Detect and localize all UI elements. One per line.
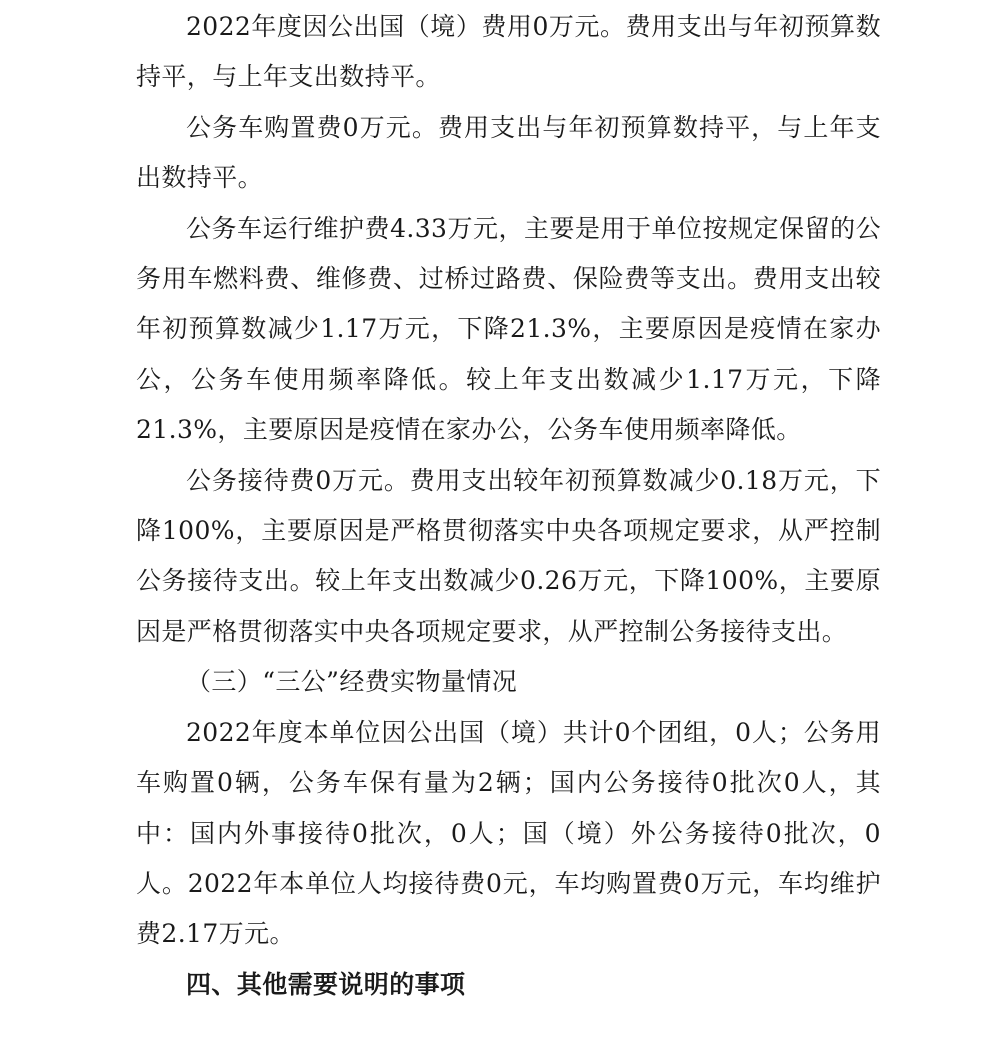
document-page xyxy=(136,2,881,1010)
paragraph-overseas-travel-cost: 2022年度因公出国（境）费用0万元。费用支出与年初预算数持平，与上年支出数持平。 xyxy=(136,12,881,92)
paragraph-vehicle-purchase-cost: 公务车购置费0万元。费用支出与年初预算数持平，与上年支出数持平。 xyxy=(136,112,881,193)
paragraph-physical-quantity: 2022年度本单位因公出国（境）共计0个团组，0人；公务用车购置0辆，公务车保有量为2辆；国内公务接待0批次0人，其中：国内外事接待0批次，0人；国（境）外公务接待0批次，0人。2022年本单位人均接待费0元，车均购置费0万元，车均维护费2.17万元。 xyxy=(136,717,881,949)
subheading-physical-quantity: （三）“三公”经费实物量情况 xyxy=(186,667,518,697)
paragraph-vehicle-maintenance-cost: 公务车运行维护费4.33万元，主要是用于单位按规定保留的公务用车燃料费、维修费、过桥过路费、保险费等支出。费用支出较年初预算数减少1.17万元，下降21.3%，主要原因是疫情在家办公，公务车使用频率降低。较上年支出数减少1.17万元，下降21.3%，主要原因是疫情在家办公，公务车使用频率降低。 xyxy=(136,213,881,445)
paragraph-reception-cost: 公务接待费0万元。费用支出较年初预算数减少0.18万元，下降100%，主要原因是严格贯彻落实中央各项规定要求，从严控制公务接待支出。较上年支出数减少0.26万元，下降100%，主要原因是严格贯彻落实中央各项规定要求，从严控制公务接待支出。 xyxy=(136,465,881,646)
section-heading-other-matters: 四、其他需要说明的事项 xyxy=(186,969,466,999)
